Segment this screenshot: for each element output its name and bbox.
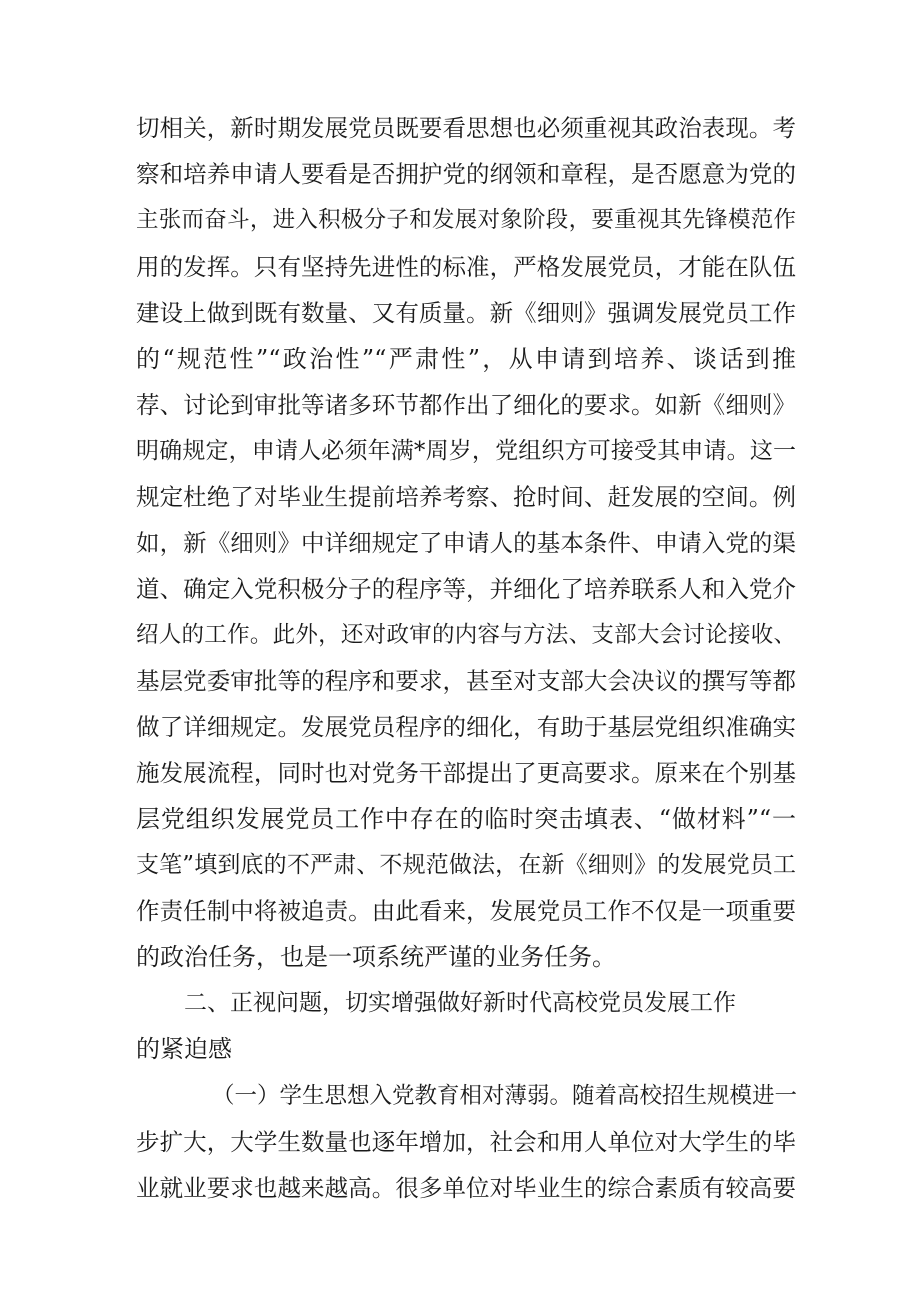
paragraph-line: 支笔”填到底的不严肃、不规范做法，在新《细则》的发展党员工 [136, 852, 796, 878]
paragraph-line: 作责任制中将被追责。由此看来，发展党员工作不仅是一项重要 [136, 897, 796, 925]
paragraph-line: 如，新《细则》中详细规定了申请人的基本条件、申请入党的渠 [136, 529, 796, 557]
paragraph-line: 的“规范性”“政治性”“严肃性”，从申请到培养、谈话到推 [136, 345, 796, 373]
subsection-line: 业就业要求也越来越高。很多单位对毕业生的综合素质有较高要 [136, 1174, 796, 1202]
paragraph-line: 层党组织发展党员工作中存在的临时突击填表、“做材料”“一 [136, 805, 796, 833]
paragraph-line: 施发展流程，同时也对党务干部提出了更高要求。原来在个别基 [136, 759, 796, 787]
paragraph-line: 切相关，新时期发展党员既要看思想也必须重视其政治表现。考 [136, 114, 796, 142]
section-heading: 二、正视问题，切实增强做好新时代高校党员发展工作 [184, 990, 736, 1016]
paragraph-line: 的政治任务，也是一项系统严谨的业务任务。 [136, 943, 616, 971]
paragraph-line: 绍人的工作。此外，还对政审的内容与方法、支部大会讨论接收、 [136, 622, 796, 648]
section-heading-continued: 的紧迫感 [136, 1035, 232, 1063]
paragraph-line: 用的发挥。只有坚持先进性的标准，严格发展党员，才能在队伍 [136, 253, 796, 281]
paragraph-line: 明确规定，申请人必须年满*周岁，党组织方可接受其申请。这一 [136, 438, 796, 464]
paragraph-line: 荐、讨论到审批等诸多环节都作出了细化的要求。如新《细则》 [136, 391, 796, 419]
paragraph-line: 主张而奋斗，进入积极分子和发展对象阶段，要重视其先锋模范作 [136, 207, 796, 233]
paragraph-line: 察和培养申请人要看是否拥护党的纲领和章程，是否愿意为党的 [136, 160, 796, 188]
paragraph-line: 道、确定入党积极分子的程序等，并细化了培养联系人和入党介 [136, 575, 796, 603]
subsection-line: 步扩大，大学生数量也逐年增加，社会和用人单位对大学生的毕 [136, 1128, 796, 1156]
paragraph-line: 基层党委审批等的程序和要求，甚至对支部大会决议的撰写等都 [136, 667, 796, 695]
paragraph-line: 规定杜绝了对毕业生提前培养考察、抢时间、赶发展的空间。例 [136, 483, 796, 511]
paragraph-line: 建设上做到既有数量、又有质量。新《细则》强调发展党员工作 [136, 299, 796, 327]
subsection-line: （一）学生思想入党教育相对薄弱。随着高校招生规模进一 [212, 1083, 798, 1109]
paragraph-line: 做了详细规定。发展党员程序的细化，有助于基层党组织准确实 [136, 713, 796, 741]
